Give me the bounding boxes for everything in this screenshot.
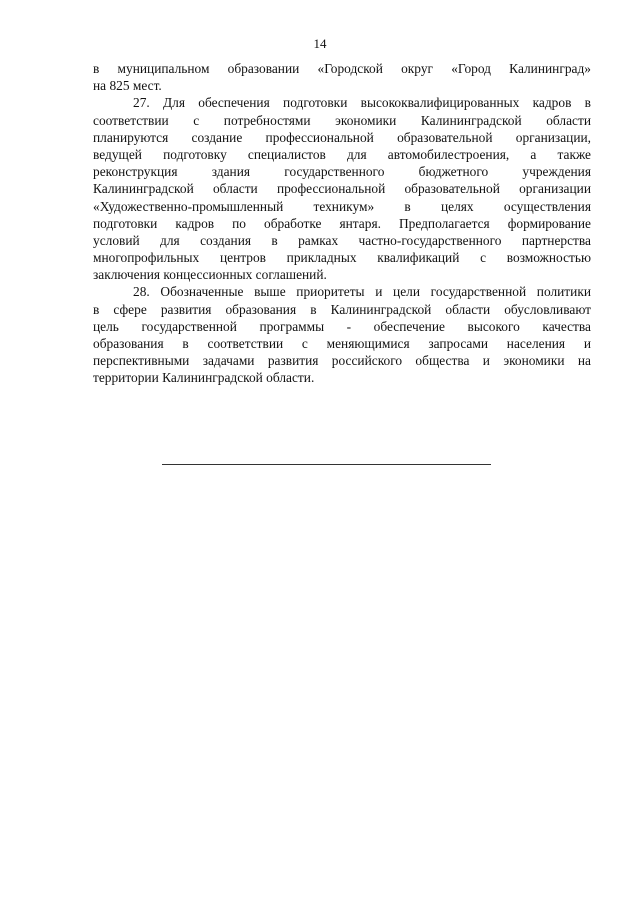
- text-line: перспективными задачами развития российского общества и экономики на: [93, 353, 591, 369]
- page-number: 14: [313, 36, 327, 51]
- paragraph-27: [93, 94, 591, 283]
- text-line: ведущей подготовку специалистов для автомобилестроения, а также: [93, 146, 591, 162]
- text-line: соответствии с потребностями экономики Калининградской области: [93, 112, 591, 128]
- text-line: «Художественно-промышленный техникум» в целях осуществления: [93, 198, 591, 214]
- paragraph-28: [93, 283, 591, 386]
- text-line: на 825 мест.: [93, 78, 162, 94]
- text-line: планируются создание профессиональной образовательной организации,: [93, 129, 591, 145]
- text-line: территории Калининградской области.: [93, 370, 315, 386]
- text-line: 28. Обозначенные выше приоритеты и цели государственной политики: [133, 284, 591, 300]
- text-line: образования в соответствии с меняющимися запросами населения и: [93, 336, 591, 351]
- closing-rule: [162, 464, 491, 465]
- text-line: условий для создания в рамках частно-государственного партнерства: [93, 232, 591, 248]
- text-line: заключения концессионных соглашений.: [93, 267, 327, 283]
- text-line: подготовки кадров по обработке янтаря. Предполагается формирование: [93, 215, 591, 231]
- paragraph-continuation: [93, 60, 591, 94]
- text-line: Калининградской области профессиональной образовательной организации: [93, 181, 591, 197]
- text-line: цель государственной программы - обеспечение высокого качества: [93, 318, 591, 334]
- text-line: 27. Для обеспечения подготовки высококвалифицированных кадров в: [133, 95, 591, 111]
- text-line: реконструкция здания государственного бюджетного учреждения: [93, 164, 591, 180]
- text-line: в муниципальном образовании «Городской округ «Город Калининград»: [93, 61, 591, 76]
- text-line: многопрофильных центров прикладных квалификаций с возможностью: [93, 250, 591, 266]
- document-body: [93, 60, 591, 387]
- text-line: в сфере развития образования в Калининградской области обусловливают: [93, 301, 591, 317]
